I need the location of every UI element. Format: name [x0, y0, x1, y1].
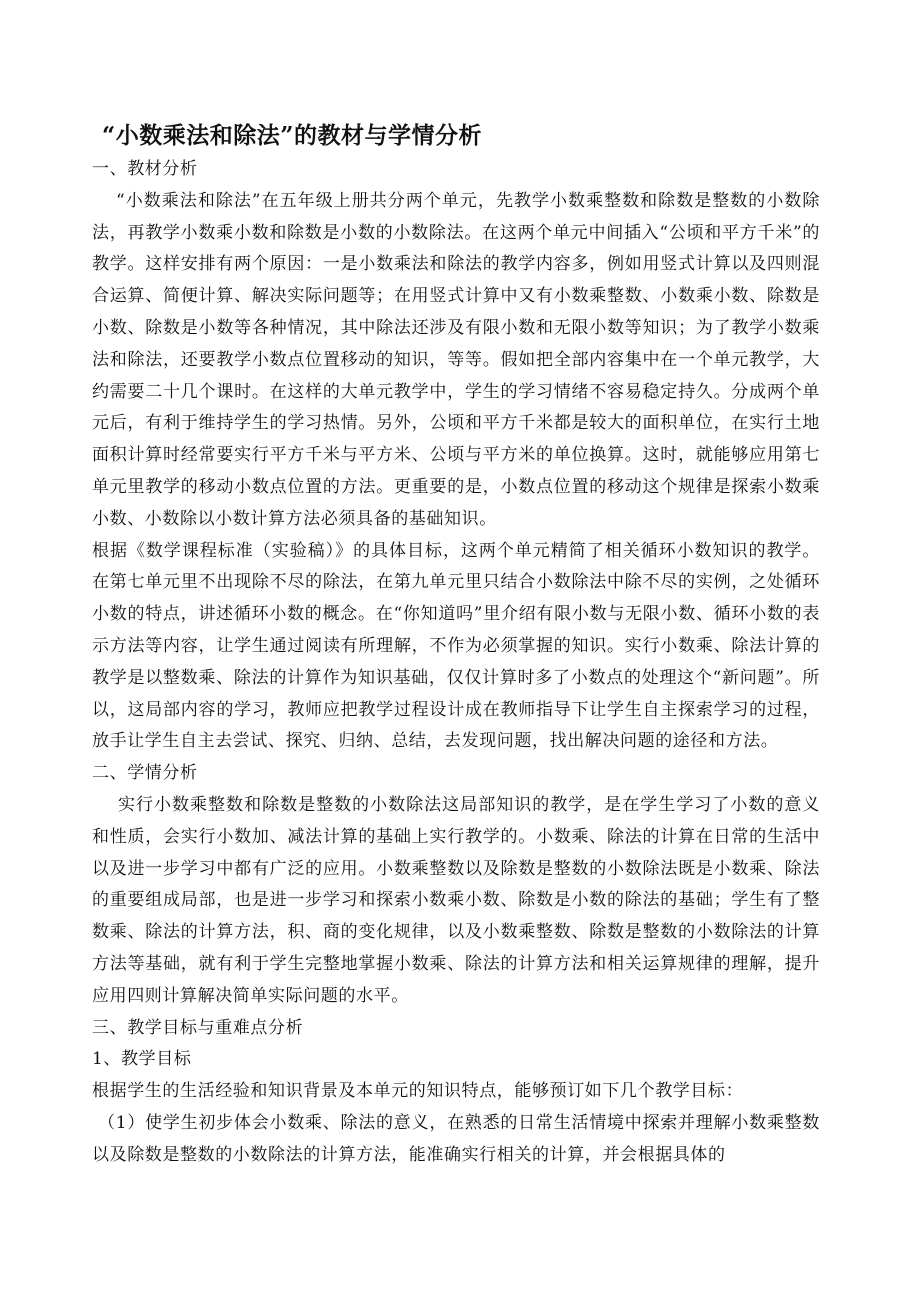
section-heading-textbook-analysis: 一、教材分析 [92, 159, 198, 179]
document-page [92, 118, 820, 1172]
paragraph: 根据学生的生活经验和知识背景及本单元的知识特点，能够预订如下几个教学目标： [92, 1081, 744, 1102]
section-heading-student-analysis: 二、学情分析 [92, 763, 198, 784]
paragraph: “小数乘法和除法”在五年级上册共分两个单元，先教学小数乘整数和除数是整数的小数除法，再教学小数乘小数和除数是小数的小数除法。在这两个单元中间插入“公顷和平方千米”的教学。这样安排有两个原因：一是小数乘法和除法的教学内容多，例如用竖式计算以及四则混合运算、简便计算、解决实际问题等；在用竖式计算中又有小数乘整数、小数乘小数、除数是小数、除数是小数等各种情况，其中除法还涉及有限小数和无限小数等知识；为了教学小数乘法和除法，还要教学小数点位置移动的知识，等等。假如把全部内容集中在一个单元教学，大约需要二十几个课时。在这样的大单元教学中，学生的学习情绪不容易稳定持久。分成两个单元后，有利于维持学生的学习热情。另外，公顷和平方千米都是较大的面积单位，在实行土地面积计算时经常要实行平方千米与平方米、公顷与平方米的单位换算。这时，就能够应用第七单元里教学的移动小数点位置的方法。更重要的是，小数点位置的移动这个规律是探索小数乘小数、小数除以小数计算方法必须具备的基础知识。 [92, 190, 820, 529]
paragraph: 根据《数学课程标准（实验稿）》的具体目标，这两个单元精简了相关循环小数知识的教学。在第七单元里不出现除不尽的除法，在第九单元里只结合小数除法中除不尽的实例，之处循环小数的特点，讲述循环小数的概念。在“你知道吗”里介绍有限小数与无限小数、循环小数的表示方法等内容，让学生通过阅读有所理解，不作为必须掌握的知识。实行小数乘、除法计算的教学是以整数乘、除法的计算作为知识基础，仅仅计算时多了小数点的处理这个“新问题”。所以，这局部内容的学习，教师应把教学过程设计成在教师指导下让学生自主探索学习的过程，放手让学生自主去尝试、探究、归纳、总结，去发现问题，找出解决问题的途径和方法。 [92, 540, 820, 752]
section-heading-objectives: 三、教学目标与重难点分析 [92, 1017, 304, 1038]
paragraph: 实行小数乘整数和除数是整数的小数除法这局部知识的教学，是在学生学习了小数的意义和性质，会实行小数加、减法计算的基础上实行教学的。小数乘、除法的计算在日常的生活中以及进一步学习中都有广泛的应用。小数乘整数以及除数是整数的小数除法既是小数乘、除法的重要组成局部，也是进一步学习和探索小数乘小数、除数是小数的除法的基础；学生有了整数乘、除法的计算方法，积、商的变化规律，以及小数乘整数、除数是整数的小数除法的计算方法等基础，就有利于学生完整地掌握小数乘、除法的计算方法和相关运算规律的理解，提升应用四则计算解决简单实际问题的水平。 [92, 794, 820, 1006]
subsection-heading-teaching-goals: 1、教学目标 [92, 1049, 192, 1070]
paragraph: （1）使学生初步体会小数乘、除法的意义，在熟悉的日常生活情境中探索并理解小数乘整数以及除数是整数的小数除法的计算方法，能准确实行相关的计算，并会根据具体的 [92, 1112, 820, 1165]
document-title: “小数乘法和除法”的教材与学情分析 [102, 122, 482, 149]
